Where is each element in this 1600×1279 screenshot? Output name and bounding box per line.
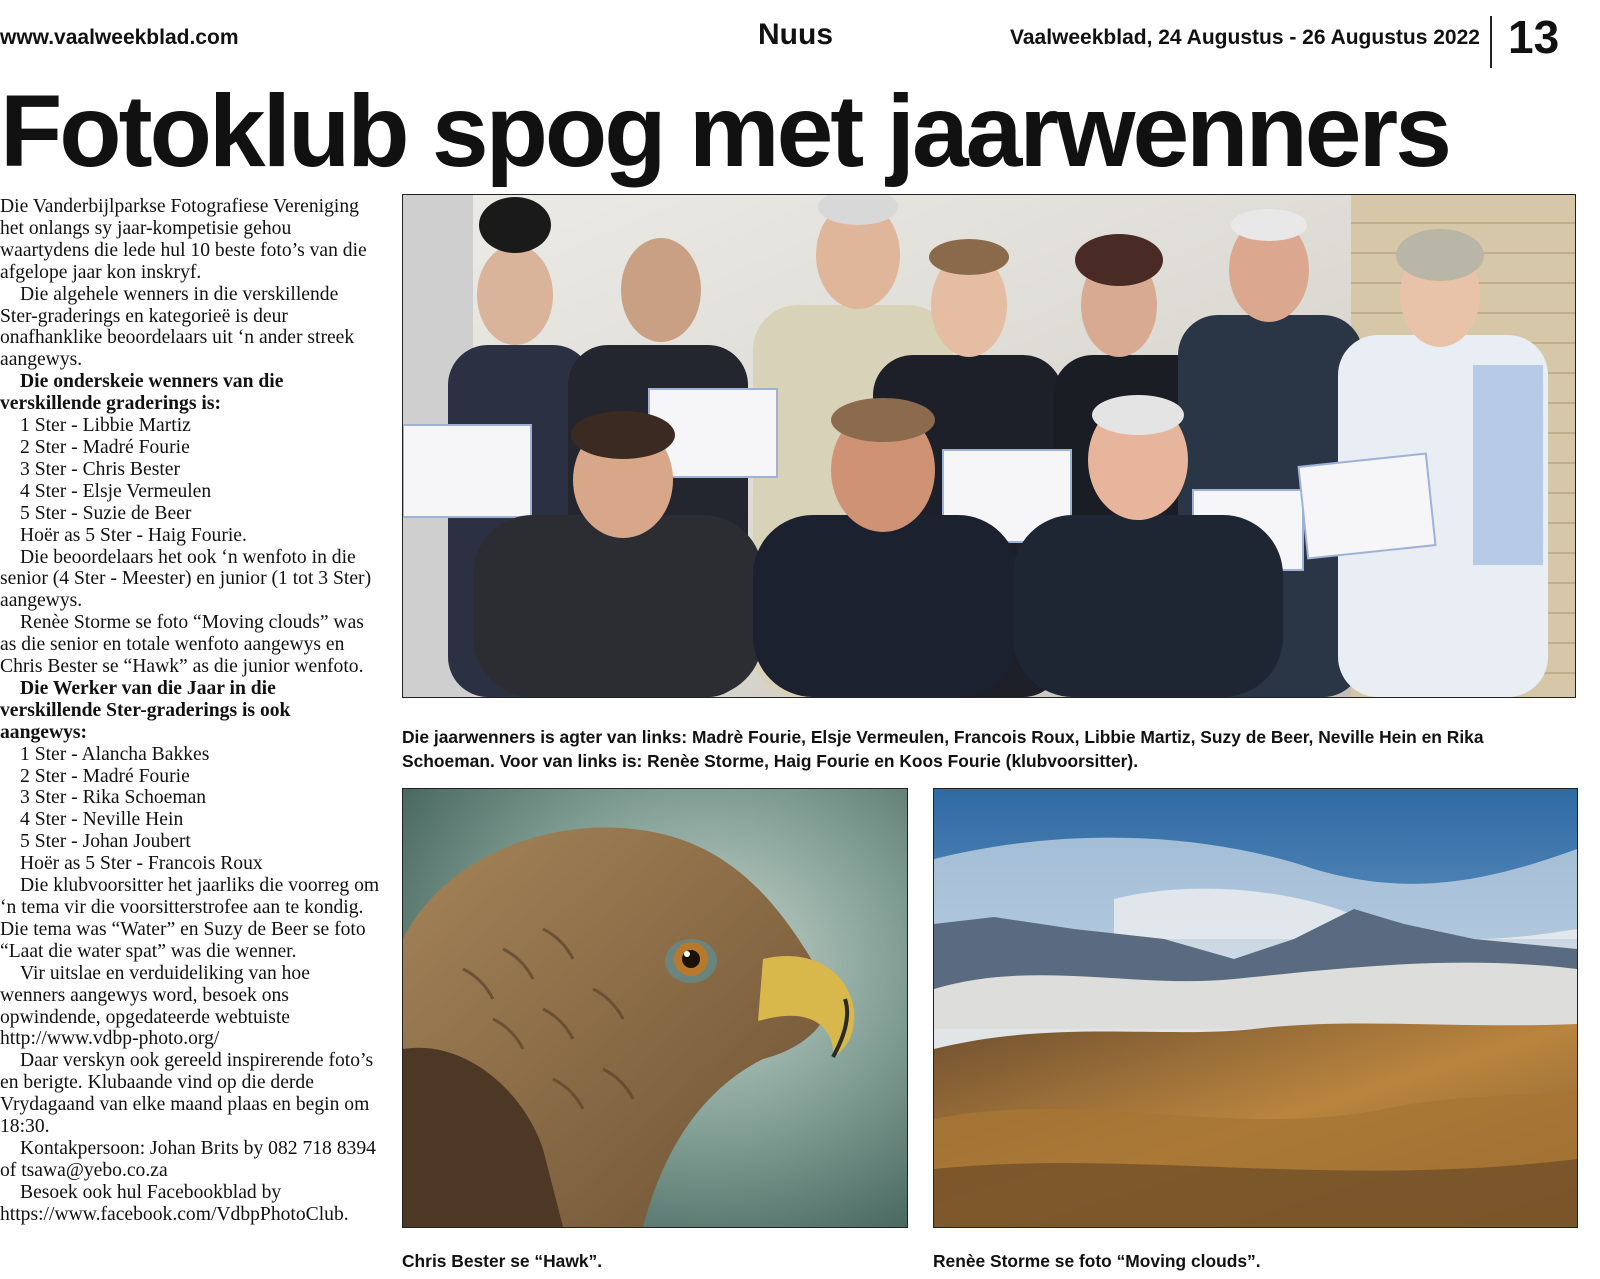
header-divider bbox=[1490, 16, 1492, 68]
article-paragraph: Die Vanderbijlparkse Fotografiese Vereniging het onlangs sy jaar-kompetisie gehou waartydens die lede hul 10 beste foto’s van die afgelope jaar kon inskryf. bbox=[0, 196, 367, 283]
group-photo-caption: Die jaarwenners is agter van links: Madrè Fourie, Elsje Vermeulen, Francois Roux, Libbie Martiz, Suzy de Beer, Neville Hein en Rika Schoeman. Voor van links is: Renèe Storme, Haig Fourie en Koos Fourie (klubvoorsitter). bbox=[402, 727, 1484, 771]
article-paragraph: Die beoordelaars het ook ‘n wenfoto in die senior (4 Ster - Meester) en junior (1 tot 3 Ster) aangewys. bbox=[0, 546, 372, 612]
facebook-link[interactable]: https://www.facebook.com/VdbpPhotoClub. bbox=[0, 1203, 349, 1225]
hawk-caption: Chris Bester se “Hawk”. bbox=[402, 1251, 603, 1271]
article-paragraph: Die algehele wenners in die verskillende Ster-graderings en kategorieë is deur onafhanklike beoordelaars uit ‘n ander streek aangewys. bbox=[0, 283, 355, 371]
hawk-photo-image bbox=[403, 789, 907, 1227]
list-item: 1 Ster - Alancha Bakkes bbox=[20, 743, 210, 765]
article-paragraph: Daar verskyn ook gereeld inspirerende foto’s en berigte. Klubaande vind op die derde Vrydagaand van elke maand plaas en begin om 18:30. bbox=[0, 1050, 374, 1138]
clouds-caption: Renèe Storme se foto “Moving clouds”. bbox=[933, 1251, 1261, 1271]
page-number: 13 bbox=[1508, 11, 1560, 63]
article-body bbox=[0, 196, 380, 1226]
list-item: 3 Ster - Chris Bester bbox=[20, 458, 180, 480]
list-item: 2 Ster - Madré Fourie bbox=[20, 765, 190, 787]
clouds-photo-image bbox=[934, 789, 1577, 1227]
list-item: 1 Ster - Libbie Martiz bbox=[20, 415, 191, 437]
workers-heading: Die Werker van die Jaar in die verskillende Ster-graderings is ook aangewys: bbox=[0, 677, 291, 743]
list-item: 4 Ster - Neville Hein bbox=[20, 809, 184, 831]
list-item: 5 Ster - Johan Joubert bbox=[20, 831, 191, 853]
winners-heading: Die onderskeie wenners van die verskillende graderings is: bbox=[0, 371, 284, 415]
list-item: 3 Ster - Rika Schoeman bbox=[20, 787, 207, 809]
list-item: 5 Ster - Suzie de Beer bbox=[20, 502, 192, 524]
headline: Fotoklub spog met jaarwenners bbox=[0, 74, 1449, 188]
section-label: Nuus bbox=[758, 18, 833, 51]
article-paragraph: Vir uitslae en verduideliking van hoe wenners aangewys word, besoek ons opwindende, opgedateerde webtuiste bbox=[0, 962, 310, 1028]
winners-list bbox=[0, 415, 380, 546]
list-item: Hoër as 5 Ster - Haig Fourie. bbox=[20, 524, 247, 546]
contact-paragraph: Kontakpersoon: Johan Brits by 082 718 8394 of tsawa@yebo.co.za bbox=[0, 1137, 376, 1181]
page-header bbox=[0, 0, 1600, 72]
list-item: Hoër as 5 Ster - Francois Roux bbox=[20, 853, 263, 875]
clouds-photo bbox=[933, 788, 1578, 1228]
article-paragraph: Die klubvoorsitter het jaarliks die voorreg om ‘n tema vir die voorsitterstrofee aan te kondig. Die tema was “Water” en Suzy de Beer se foto “Laat die water spat” was die wenner. bbox=[0, 875, 380, 962]
hawk-photo bbox=[402, 788, 908, 1228]
site-url[interactable]: www.vaalweekblad.com bbox=[0, 26, 239, 49]
group-photo bbox=[402, 194, 1576, 698]
article-paragraph: Renèe Storme se foto “Moving clouds” was as die senior en totale wenfoto aangewys en Chris Bester se “Hawk” as die junior wenfoto. bbox=[0, 612, 364, 678]
front-row-people bbox=[473, 395, 1283, 697]
website-link[interactable]: http://www.vdbp-photo.org/ bbox=[0, 1028, 220, 1050]
article-paragraph: Besoek ook hul Facebookblad by bbox=[20, 1181, 282, 1203]
group-photo-image bbox=[403, 195, 1575, 697]
workers-list bbox=[0, 744, 380, 875]
list-item: 2 Ster - Madré Fourie bbox=[20, 436, 190, 458]
dateline: Vaalweekblad, 24 Augustus - 26 Augustus 2022 bbox=[1010, 26, 1480, 49]
list-item: 4 Ster - Elsje Vermeulen bbox=[20, 480, 212, 502]
